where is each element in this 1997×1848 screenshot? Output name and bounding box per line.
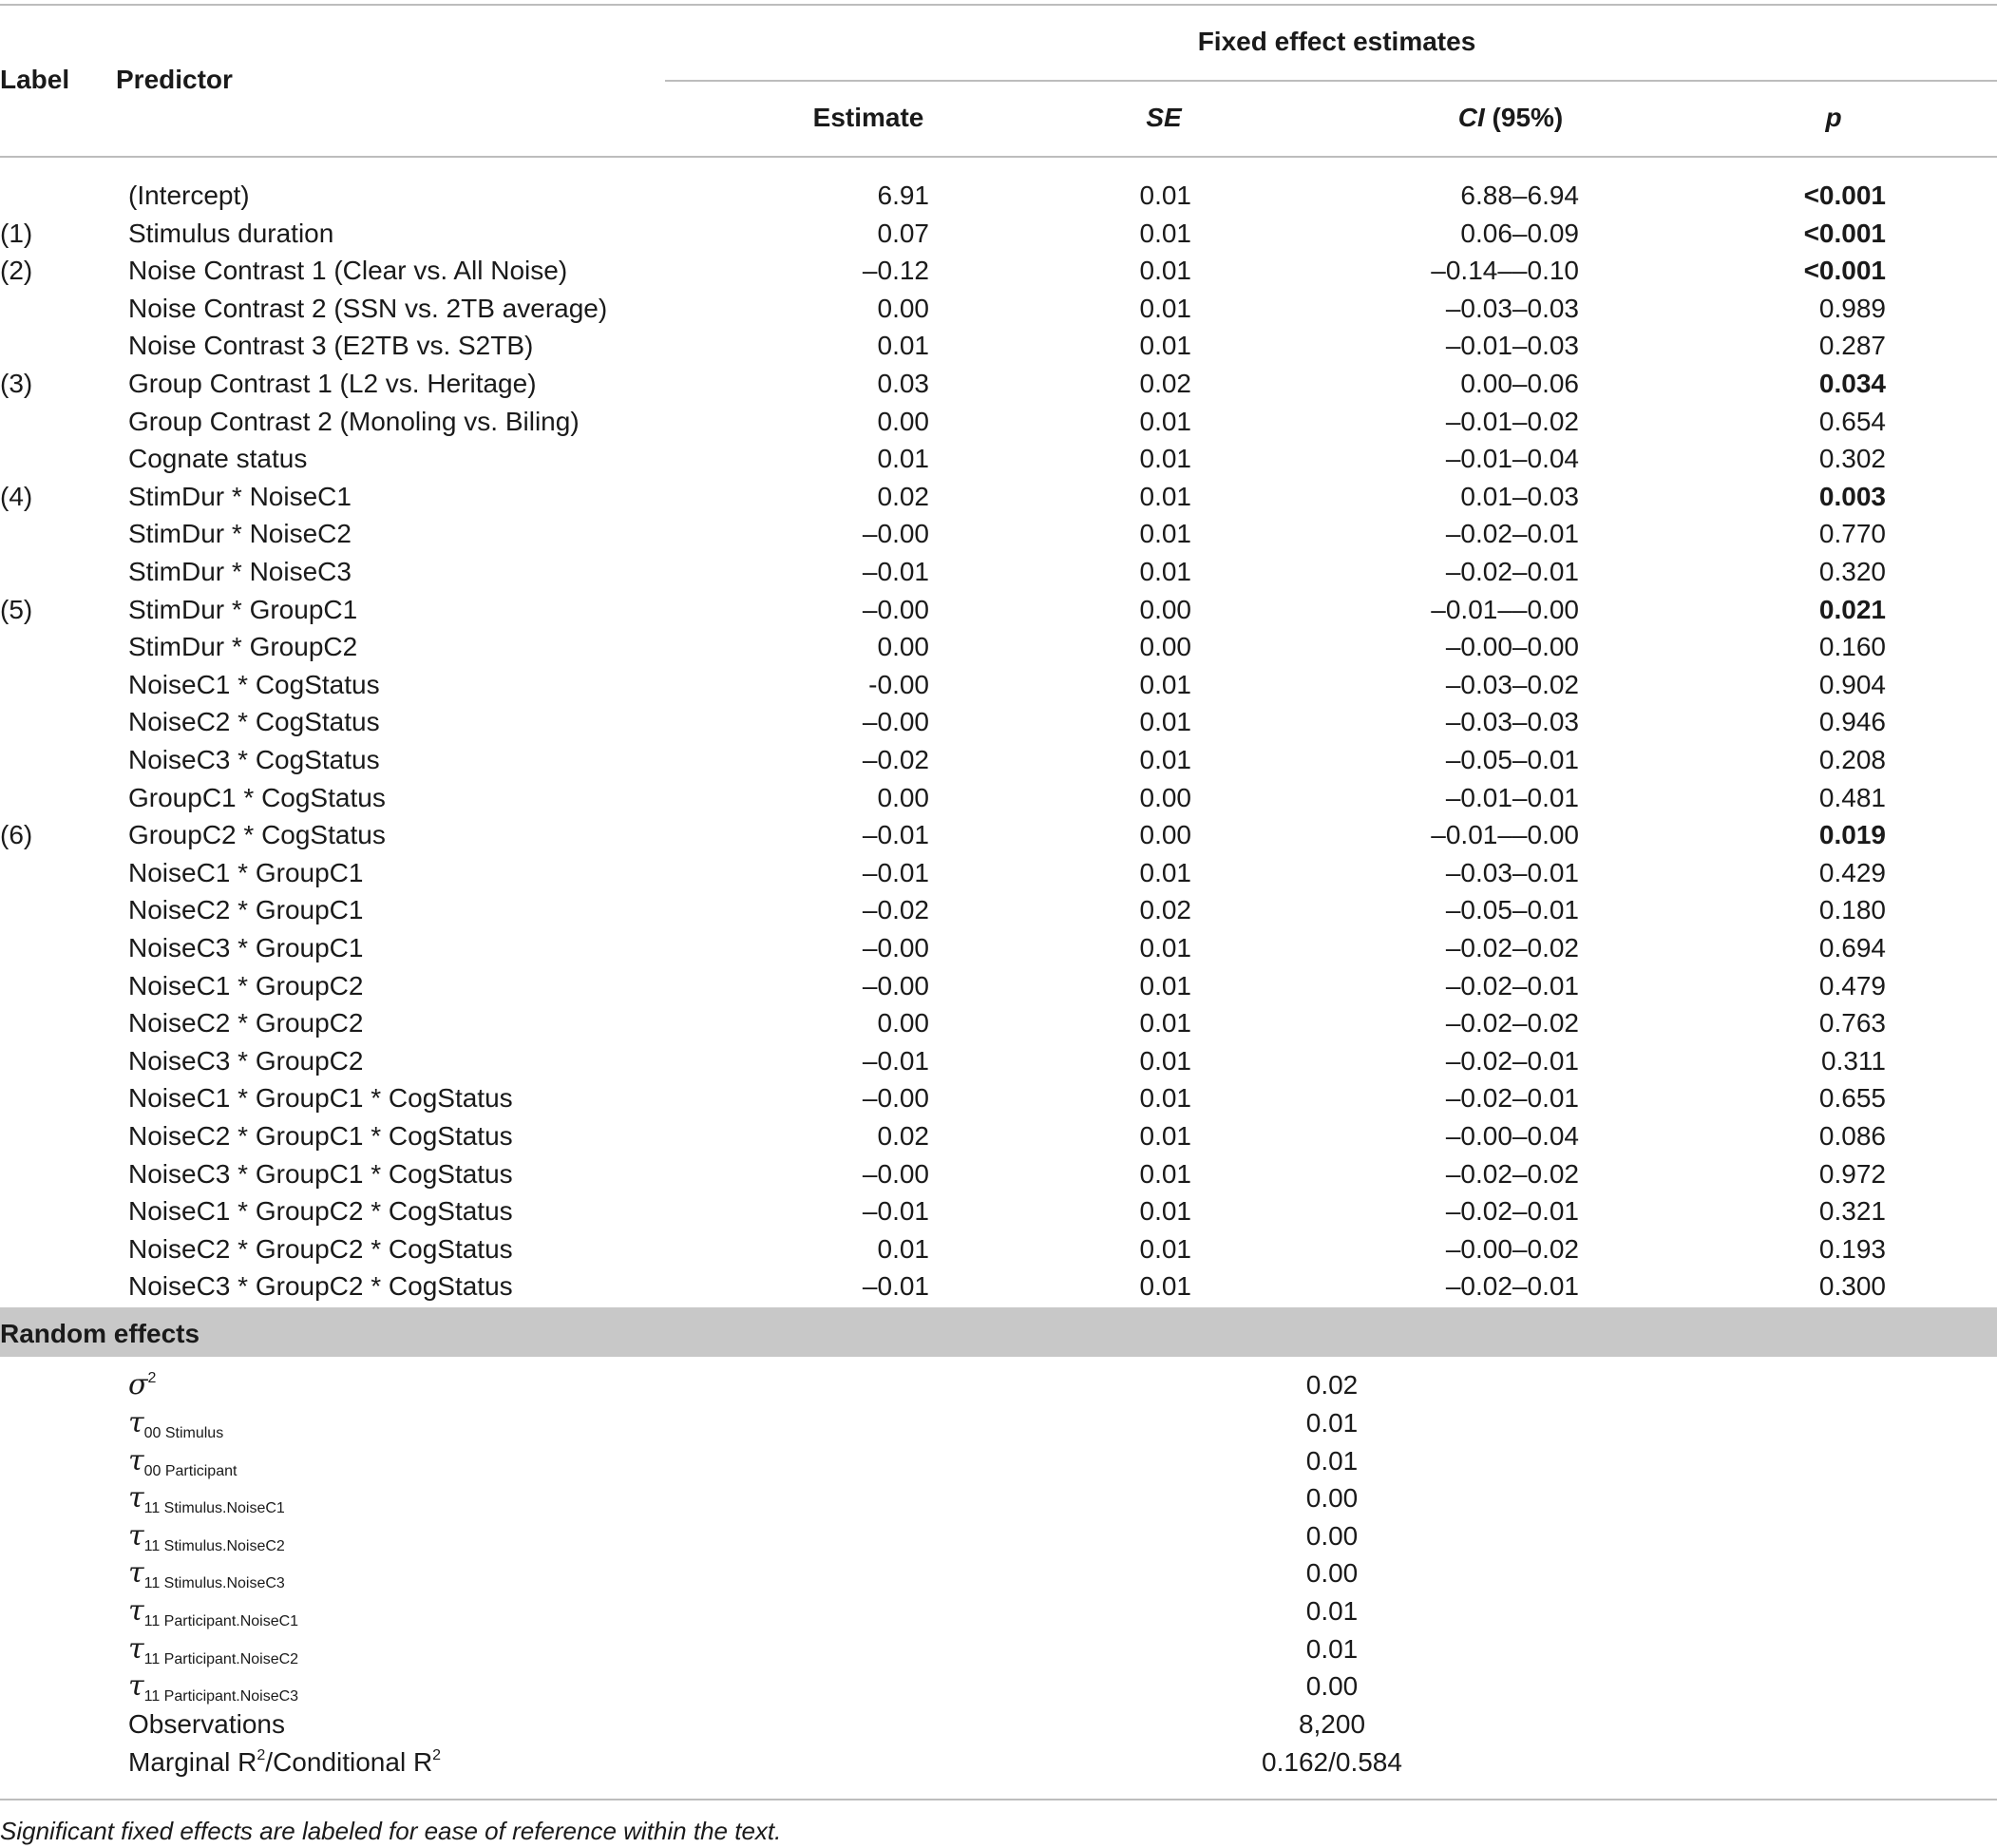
row-p: 0.481: [1818, 783, 1886, 812]
row-estimate: –0.02: [862, 745, 929, 774]
row-ci: 0.01–0.03: [1460, 482, 1579, 511]
row-estimate: –0.12: [862, 256, 929, 285]
tau-label: $\tau_{11 Stimulus.NoiseC3}$: [128, 1556, 285, 1591]
row-p: <0.001: [1803, 181, 1886, 210]
row-estimate: –0.00: [862, 1159, 929, 1189]
bottom-rule: [0, 1799, 1997, 1800]
row-ci: –0.02–0.01: [1445, 971, 1579, 1000]
row-p: 0.034: [1818, 369, 1886, 398]
row-p: <0.001: [1803, 219, 1886, 248]
row-se: 0.00: [1139, 820, 1191, 849]
tau-value: 0.00: [1305, 1521, 1359, 1551]
row-estimate: 0.02: [877, 482, 929, 511]
row-p: 0.655: [1818, 1083, 1886, 1113]
row-se: 0.01: [1139, 1121, 1191, 1151]
row-predictor: NoiseC2 * GroupC2: [128, 1008, 364, 1038]
row-p: 0.429: [1818, 858, 1886, 887]
row-ci: –0.05–0.01: [1445, 745, 1579, 774]
row-se: 0.01: [1139, 1271, 1191, 1301]
observations-label: Observations: [128, 1709, 285, 1739]
row-se: 0.01: [1139, 1159, 1191, 1189]
tau-label: $\tau_{11 Participant.NoiseC2}$: [128, 1632, 299, 1667]
row-p: 0.193: [1818, 1234, 1886, 1264]
row-predictor: Cognate status: [128, 444, 308, 473]
row-label: (1): [0, 219, 33, 248]
row-ci: –0.01–0.04: [1445, 444, 1579, 473]
tau-value: 0.01: [1305, 1596, 1359, 1626]
footnote: Significant fixed effects are labeled for ease of reference within the text.: [0, 1817, 782, 1845]
row-ci: –0.00–0.02: [1445, 1234, 1579, 1264]
tau-label: $\tau_{00 Participant}$: [128, 1444, 238, 1479]
row-ci: –0.01–0.01: [1445, 783, 1579, 812]
row-p: 0.694: [1818, 933, 1886, 962]
row-p: 0.021: [1818, 595, 1886, 624]
row-se: 0.01: [1139, 482, 1191, 511]
row-predictor: (Intercept): [128, 181, 250, 210]
row-p: 0.311: [1821, 1046, 1886, 1076]
tau-label: $\tau_{00 Stimulus}$: [128, 1406, 224, 1441]
row-p: 0.972: [1818, 1159, 1886, 1189]
row-p: 0.302: [1818, 444, 1886, 473]
row-predictor: NoiseC1 * GroupC2: [128, 971, 364, 1000]
row-ci: –0.14––0.10: [1431, 256, 1579, 285]
col-header-ci: CI (95%): [1457, 103, 1564, 132]
row-predictor: GroupC2 * CogStatus: [128, 820, 386, 849]
row-ci: –0.03–0.03: [1445, 707, 1579, 736]
row-ci: 6.88–6.94: [1460, 181, 1579, 210]
row-predictor: NoiseC1 * GroupC2 * CogStatus: [128, 1196, 513, 1226]
row-estimate: 0.02: [877, 1121, 929, 1151]
row-p: 0.086: [1818, 1121, 1886, 1151]
row-label: (2): [0, 256, 33, 285]
row-estimate: 0.07: [877, 219, 929, 248]
row-se: 0.01: [1139, 181, 1191, 210]
row-ci: –0.03–0.02: [1445, 670, 1579, 699]
tau-value: 0.00: [1305, 1671, 1359, 1701]
sigma-value: 0.02: [1305, 1370, 1359, 1400]
row-predictor: StimDur * NoiseC1: [128, 482, 352, 511]
random-effects-band: [0, 1307, 1997, 1357]
row-estimate: –0.00: [862, 595, 929, 624]
row-estimate: –0.00: [862, 707, 929, 736]
row-predictor: Noise Contrast 3 (E2TB vs. S2TB): [128, 331, 534, 360]
row-p: 0.989: [1818, 294, 1886, 323]
row-ci: –0.02–0.02: [1445, 1008, 1579, 1038]
row-predictor: NoiseC2 * GroupC1: [128, 895, 364, 924]
row-p: <0.001: [1803, 256, 1886, 285]
top-rule: [0, 4, 1997, 6]
row-estimate: 0.01: [877, 1234, 929, 1264]
row-predictor: NoiseC3 * GroupC2 * CogStatus: [128, 1271, 513, 1301]
row-ci: –0.01–0.03: [1445, 331, 1579, 360]
row-p: 0.320: [1818, 557, 1886, 586]
row-estimate: –0.00: [862, 1083, 929, 1113]
row-estimate: 0.00: [877, 407, 929, 436]
row-estimate: 0.00: [877, 783, 929, 812]
row-ci: –0.02–0.02: [1445, 1159, 1579, 1189]
row-ci: 0.06–0.09: [1460, 219, 1579, 248]
row-ci: –0.03–0.03: [1445, 294, 1579, 323]
row-ci: –0.03–0.01: [1445, 858, 1579, 887]
tau-value: 0.00: [1305, 1558, 1359, 1588]
row-se: 0.01: [1139, 557, 1191, 586]
row-predictor: Group Contrast 2 (Monoling vs. Biling): [128, 407, 580, 436]
sigma-label: $\sigma^2$: [128, 1368, 157, 1401]
r2-label: Marginal $R^2$/Conditional $R^2$: [128, 1747, 442, 1777]
group-rule: [665, 80, 1997, 82]
row-predictor: Noise Contrast 1 (Clear vs. All Noise): [128, 256, 568, 285]
row-se: 0.01: [1139, 670, 1191, 699]
row-label: (4): [0, 482, 33, 511]
row-ci: –0.02–0.01: [1445, 1271, 1579, 1301]
row-p: 0.208: [1818, 745, 1886, 774]
row-predictor: NoiseC1 * CogStatus: [128, 670, 380, 699]
row-ci: –0.05–0.01: [1445, 895, 1579, 924]
row-estimate: –0.01: [862, 557, 929, 586]
row-se: 0.00: [1139, 783, 1191, 812]
row-ci: –0.02–0.01: [1445, 1046, 1579, 1076]
row-se: 0.01: [1139, 745, 1191, 774]
row-estimate: –0.01: [862, 1271, 929, 1301]
row-predictor: NoiseC1 * GroupC1 * CogStatus: [128, 1083, 513, 1113]
row-predictor: NoiseC2 * GroupC1 * CogStatus: [128, 1121, 513, 1151]
row-p: 0.654: [1818, 407, 1886, 436]
r2-value: 0.162/0.584: [1262, 1747, 1402, 1777]
row-se: 0.01: [1139, 519, 1191, 548]
row-ci: –0.02–0.01: [1445, 557, 1579, 586]
row-se: 0.01: [1139, 407, 1191, 436]
row-se: 0.02: [1139, 369, 1191, 398]
row-p: 0.904: [1818, 670, 1886, 699]
row-predictor: Stimulus duration: [128, 219, 334, 248]
col-group-header: Fixed effect estimates: [1197, 27, 1476, 56]
tau-label: $\tau_{11 Participant.NoiseC1}$: [128, 1594, 299, 1629]
observations-value: 8,200: [1298, 1709, 1366, 1739]
row-se: 0.01: [1139, 707, 1191, 736]
header-rule: [0, 156, 1997, 158]
tau-label: $\tau_{11 Stimulus.NoiseC1}$: [128, 1481, 285, 1516]
row-estimate: –0.01: [862, 1046, 929, 1076]
row-se: 0.01: [1139, 294, 1191, 323]
row-se: 0.00: [1139, 632, 1191, 661]
row-se: 0.01: [1139, 1234, 1191, 1264]
row-p: 0.321: [1818, 1196, 1886, 1226]
row-se: 0.02: [1139, 895, 1191, 924]
tau-value: 0.00: [1305, 1483, 1359, 1513]
col-header-estimate: Estimate: [812, 103, 924, 132]
row-p: 0.180: [1818, 895, 1886, 924]
row-ci: –0.00–0.04: [1445, 1121, 1579, 1151]
row-predictor: Noise Contrast 2 (SSN vs. 2TB average): [128, 294, 608, 323]
row-estimate: –0.01: [862, 1196, 929, 1226]
row-predictor: StimDur * GroupC2: [128, 632, 358, 661]
row-ci: 0.00–0.06: [1460, 369, 1579, 398]
row-se: 0.01: [1139, 858, 1191, 887]
row-p: 0.770: [1818, 519, 1886, 548]
row-estimate: –0.01: [862, 820, 929, 849]
row-ci: –0.02–0.01: [1445, 1196, 1579, 1226]
row-predictor: StimDur * GroupC1: [128, 595, 358, 624]
row-p: 0.003: [1818, 482, 1886, 511]
row-predictor: NoiseC3 * GroupC1 * CogStatus: [128, 1159, 513, 1189]
row-se: 0.01: [1139, 444, 1191, 473]
row-ci: –0.01–0.02: [1445, 407, 1579, 436]
row-se: 0.01: [1139, 256, 1191, 285]
row-predictor: StimDur * NoiseC3: [128, 557, 352, 586]
row-predictor: GroupC1 * CogStatus: [128, 783, 386, 812]
row-predictor: NoiseC3 * GroupC2: [128, 1046, 364, 1076]
tau-label: $\tau_{11 Participant.NoiseC3}$: [128, 1669, 299, 1705]
row-ci: –0.00–0.00: [1445, 632, 1579, 661]
random-effects-title: Random effects: [0, 1319, 200, 1348]
row-predictor: NoiseC3 * GroupC1: [128, 933, 364, 962]
row-ci: –0.01––0.00: [1431, 595, 1579, 624]
col-header-p: p: [1825, 103, 1842, 132]
row-predictor: StimDur * NoiseC2: [128, 519, 352, 548]
row-estimate: –0.00: [862, 933, 929, 962]
row-ci: –0.02–0.02: [1445, 933, 1579, 962]
row-predictor: NoiseC3 * CogStatus: [128, 745, 380, 774]
row-estimate: –0.00: [862, 519, 929, 548]
row-estimate: 6.91: [877, 181, 929, 210]
row-se: 0.01: [1139, 933, 1191, 962]
row-ci: –0.02–0.01: [1445, 519, 1579, 548]
row-estimate: –0.00: [862, 971, 929, 1000]
row-estimate: 0.01: [877, 444, 929, 473]
row-ci: –0.01––0.00: [1431, 820, 1579, 849]
row-p: 0.287: [1818, 331, 1886, 360]
row-estimate: -0.00: [868, 670, 929, 699]
row-estimate: 0.00: [877, 632, 929, 661]
row-p: 0.019: [1818, 820, 1886, 849]
row-se: 0.01: [1139, 1196, 1191, 1226]
row-predictor: Group Contrast 1 (L2 vs. Heritage): [128, 369, 537, 398]
row-estimate: 0.00: [877, 294, 929, 323]
row-label: (5): [0, 595, 33, 624]
row-se: 0.01: [1139, 331, 1191, 360]
row-estimate: –0.02: [862, 895, 929, 924]
row-p: 0.300: [1818, 1271, 1886, 1301]
row-estimate: –0.01: [862, 858, 929, 887]
tau-value: 0.01: [1305, 1634, 1359, 1664]
row-se: 0.01: [1139, 971, 1191, 1000]
row-label: (3): [0, 369, 33, 398]
row-label: (6): [0, 820, 33, 849]
row-predictor: NoiseC2 * CogStatus: [128, 707, 380, 736]
row-p: 0.946: [1818, 707, 1886, 736]
row-p: 0.763: [1818, 1008, 1886, 1038]
col-header-label: Label: [0, 65, 70, 94]
row-se: 0.01: [1139, 219, 1191, 248]
row-estimate: 0.03: [877, 369, 929, 398]
row-se: 0.00: [1139, 595, 1191, 624]
row-se: 0.01: [1139, 1083, 1191, 1113]
row-p: 0.479: [1818, 971, 1886, 1000]
row-estimate: 0.01: [877, 331, 929, 360]
tau-value: 0.01: [1305, 1408, 1359, 1438]
row-estimate: 0.00: [877, 1008, 929, 1038]
row-se: 0.01: [1139, 1046, 1191, 1076]
col-header-se: SE: [1146, 103, 1182, 132]
row-p: 0.160: [1818, 632, 1886, 661]
row-predictor: NoiseC2 * GroupC2 * CogStatus: [128, 1234, 513, 1264]
col-header-predictor: Predictor: [116, 65, 233, 94]
row-predictor: NoiseC1 * GroupC1: [128, 858, 364, 887]
row-se: 0.01: [1139, 1008, 1191, 1038]
tau-value: 0.01: [1305, 1446, 1359, 1476]
row-ci: –0.02–0.01: [1445, 1083, 1579, 1113]
tau-label: $\tau_{11 Stimulus.NoiseC2}$: [128, 1519, 285, 1554]
